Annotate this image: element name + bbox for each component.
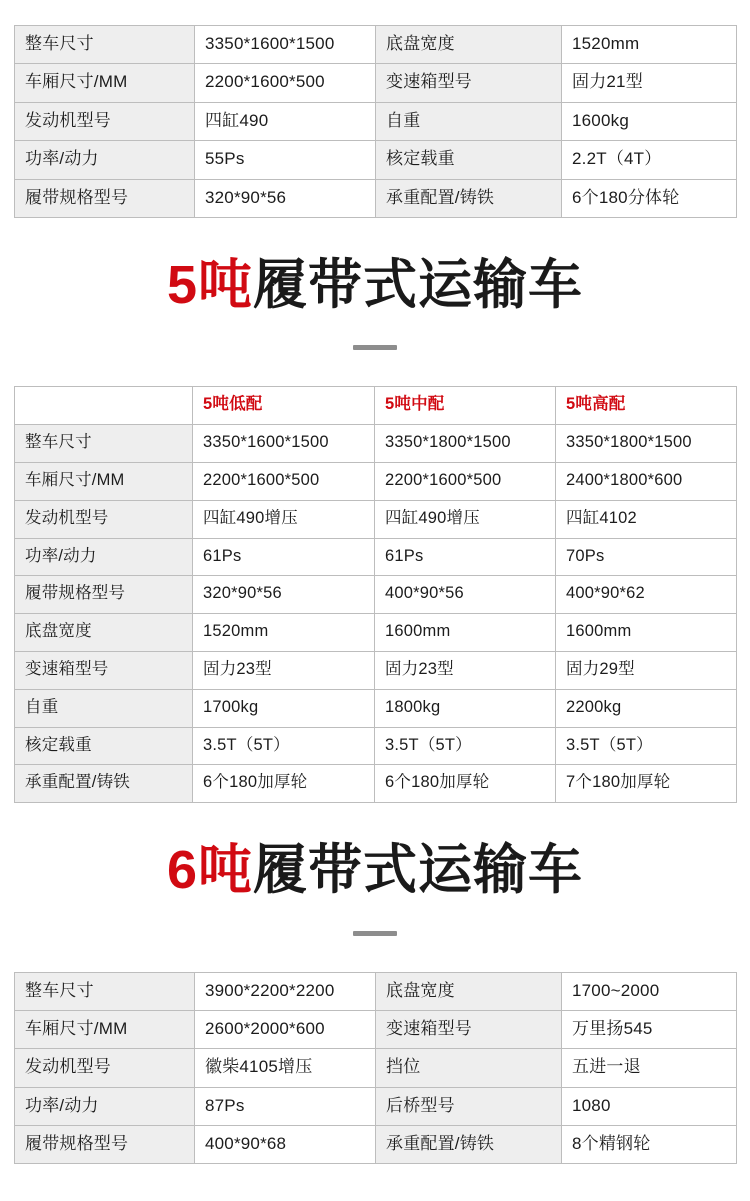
spec-label: 功率/动力 [15, 538, 193, 576]
spec-value: 2200kg [556, 689, 737, 727]
spec-value: 6个180加厚轮 [375, 765, 556, 803]
spec-value: 70Ps [556, 538, 737, 576]
spec-value: 万里扬545 [562, 1010, 737, 1048]
spec-value: 2400*1800*600 [556, 462, 737, 500]
spec-value: 1800kg [375, 689, 556, 727]
spec-value: 61Ps [375, 538, 556, 576]
spec-label: 履带规格型号 [15, 576, 193, 614]
spec-value: 2.2T（4T） [562, 141, 737, 179]
page-title [0, 256, 750, 315]
spec-label: 发动机型号 [15, 102, 195, 140]
spec-value: 2200*1600*500 [195, 64, 376, 102]
table-row [15, 576, 737, 614]
table-row [15, 179, 737, 217]
spec-value: 固力23型 [193, 651, 375, 689]
spec-label: 核定载重 [15, 727, 193, 765]
page-title [0, 841, 750, 900]
spec-value: 61Ps [193, 538, 375, 576]
title-tonnage: 6吨 [166, 840, 254, 901]
spec-value: 四缸490 [195, 102, 376, 140]
spec-value: 固力29型 [556, 651, 737, 689]
spec-value: 1600kg [562, 102, 737, 140]
section-title-6ton [0, 803, 750, 935]
spec-value: 四缸490增压 [375, 500, 556, 538]
spec-label: 整车尺寸 [15, 972, 195, 1010]
spec-value: 1600mm [375, 614, 556, 652]
spec-label: 变速箱型号 [376, 1010, 562, 1048]
section-title-5ton [0, 218, 750, 350]
spec-label: 变速箱型号 [376, 64, 562, 102]
table-row [15, 1010, 737, 1048]
spec-table-6ton-section [0, 936, 750, 1165]
spec-label: 履带规格型号 [15, 179, 195, 217]
spec-value: 55Ps [195, 141, 376, 179]
spec-value: 320*90*56 [193, 576, 375, 614]
spec-label: 自重 [376, 102, 562, 140]
spec-label: 发动机型号 [15, 1049, 195, 1087]
table-row [15, 765, 737, 803]
spec-label: 承重配置/铸铁 [376, 1126, 562, 1164]
spec-label: 整车尺寸 [15, 425, 193, 463]
table-row [15, 651, 737, 689]
header-blank [15, 387, 193, 425]
spec-value: 1080 [562, 1087, 737, 1125]
spec-value: 6个180分体轮 [562, 179, 737, 217]
spec-value: 1520mm [193, 614, 375, 652]
spec-value: 1520mm [562, 26, 737, 64]
spec-table-4ton-section [0, 0, 750, 218]
table-row [15, 500, 737, 538]
table-row [15, 1087, 737, 1125]
spec-value: 400*90*62 [556, 576, 737, 614]
spec-label: 后桥型号 [376, 1087, 562, 1125]
spec-table-5ton-section [0, 350, 750, 803]
spec-table-bottom [14, 972, 737, 1165]
table-row [15, 538, 737, 576]
spec-label: 底盘宽度 [376, 972, 562, 1010]
column-header: 5吨低配 [193, 387, 375, 425]
spec-value: 3.5T（5T） [375, 727, 556, 765]
table-row [15, 689, 737, 727]
table-row [15, 64, 737, 102]
table-row [15, 1049, 737, 1087]
table-header-row [15, 387, 737, 425]
spec-label: 履带规格型号 [15, 1126, 195, 1164]
table-row [15, 972, 737, 1010]
spec-label: 整车尺寸 [15, 26, 195, 64]
column-header: 5吨中配 [375, 387, 556, 425]
spec-value: 徽柴4105增压 [195, 1049, 376, 1087]
spec-value: 1600mm [556, 614, 737, 652]
spec-value: 3.5T（5T） [556, 727, 737, 765]
table-row [15, 614, 737, 652]
spec-label: 车厢尺寸/MM [15, 64, 195, 102]
table-row [15, 425, 737, 463]
spec-label: 发动机型号 [15, 500, 193, 538]
spec-value: 2200*1600*500 [375, 462, 556, 500]
table-row [15, 462, 737, 500]
spec-value: 2200*1600*500 [193, 462, 375, 500]
spec-value: 四缸490增压 [193, 500, 375, 538]
spec-value: 400*90*68 [195, 1126, 376, 1164]
spec-value: 320*90*56 [195, 179, 376, 217]
spec-value: 3350*1600*1500 [195, 26, 376, 64]
spec-label: 承重配置/铸铁 [15, 765, 193, 803]
spec-value: 3350*1800*1500 [375, 425, 556, 463]
spec-label: 车厢尺寸/MM [15, 1010, 195, 1048]
spec-value: 6个180加厚轮 [193, 765, 375, 803]
spec-label: 承重配置/铸铁 [376, 179, 562, 217]
spec-value: 固力21型 [562, 64, 737, 102]
spec-label: 变速箱型号 [15, 651, 193, 689]
spec-table-top [14, 25, 737, 218]
bottom-spacer [0, 1164, 750, 1174]
column-header: 5吨高配 [556, 387, 737, 425]
spec-value: 8个精钢轮 [562, 1126, 737, 1164]
table-row [15, 727, 737, 765]
title-product: 履带式运输车 [253, 254, 584, 315]
spec-value: 7个180加厚轮 [556, 765, 737, 803]
spec-value: 五进一退 [562, 1049, 737, 1087]
table-row [15, 141, 737, 179]
table-row [15, 102, 737, 140]
spec-label: 底盘宽度 [15, 614, 193, 652]
spec-label: 自重 [15, 689, 193, 727]
spec-label: 底盘宽度 [376, 26, 562, 64]
spec-label: 功率/动力 [15, 1087, 195, 1125]
spec-value: 87Ps [195, 1087, 376, 1125]
spec-value: 3350*1800*1500 [556, 425, 737, 463]
spec-label: 功率/动力 [15, 141, 195, 179]
title-tonnage: 5吨 [166, 254, 254, 315]
spec-value: 400*90*56 [375, 576, 556, 614]
table-row [15, 1126, 737, 1164]
spec-value: 四缸4102 [556, 500, 737, 538]
title-product: 履带式运输车 [253, 840, 584, 901]
table-row [15, 26, 737, 64]
spec-label: 车厢尺寸/MM [15, 462, 193, 500]
spec-table-compare [14, 386, 737, 803]
spec-value: 固力23型 [375, 651, 556, 689]
spec-label: 挡位 [376, 1049, 562, 1087]
spec-value: 1700kg [193, 689, 375, 727]
spec-value: 3.5T（5T） [193, 727, 375, 765]
spec-value: 3900*2200*2200 [195, 972, 376, 1010]
spec-value: 2600*2000*600 [195, 1010, 376, 1048]
spec-value: 1700~2000 [562, 972, 737, 1010]
spec-value: 3350*1600*1500 [193, 425, 375, 463]
spec-label: 核定载重 [376, 141, 562, 179]
